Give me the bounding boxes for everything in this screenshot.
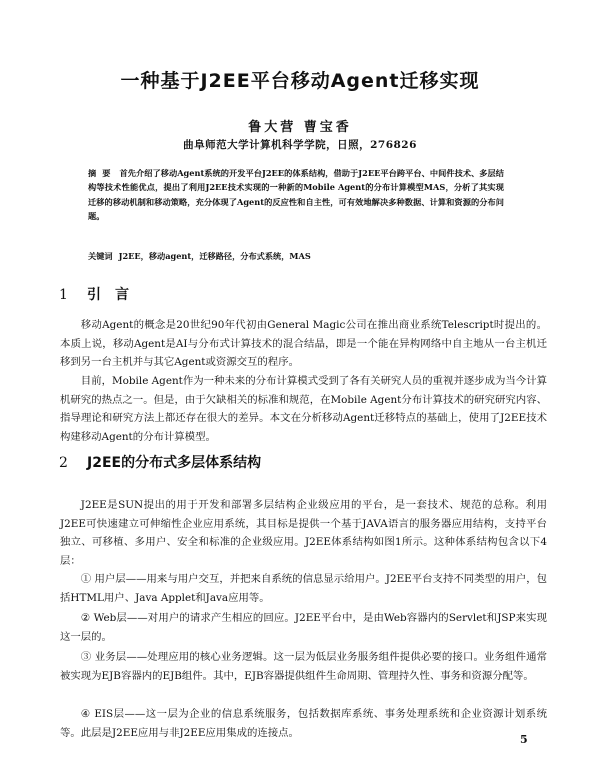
page-number: 5 bbox=[520, 733, 528, 746]
list-item-business-layer: ③ 业务层——处理应用的核心业务逻辑。这一层为低层业务服务组件提供必要的接口。业务组件通常被实现为EJB容器内的EJB组件。其中，EJB容器提供组件生命周期、管理持久性、事务和资源分配等。 bbox=[60, 651, 547, 682]
abstract-label: 摘要 bbox=[88, 168, 117, 178]
affiliation: 曲阜师范大学计算机科学学院，日照，276826 bbox=[183, 139, 417, 151]
keywords bbox=[88, 249, 504, 263]
authors: 鲁大营 曹宝香 bbox=[248, 120, 352, 135]
keywords-text: J2EE，移动agent，迁移路径，分布式系统，MAS bbox=[118, 251, 311, 261]
paper-title: 一种基于J2EE平台移动Agent迁移实现 bbox=[120, 70, 480, 92]
section-2-heading bbox=[59, 452, 261, 472]
section-1-paragraph: 移动Agent的概念是20世纪90年代初由General Magic公司在推出商业系统Telescript时提出的。本质上说，移动Agent是AI与分布式计算技术的混合结晶，即是一个能在异构网络中自主地从一台主机迁移到另一台主机并与其它Agent或资源交互的程序。 bbox=[60, 319, 547, 368]
section-1-number: 1 bbox=[59, 287, 68, 303]
list-item-user-layer: ① 用户层——用来与用户交互，并把来自系统的信息显示给用户。J2EE平台支持不同类型的用户，包括HTML用户、Java Applet和Java应用等。 bbox=[60, 573, 547, 604]
list-item-web-layer: ② Web层——对用户的请求产生相应的回应。J2EE平台中，是由Web容器内的Servlet和JSP来实现这一层的。 bbox=[60, 612, 547, 643]
section-1-title: 引言 bbox=[87, 287, 143, 303]
section-2-number: 2 bbox=[59, 455, 68, 471]
keywords-label: 关键词 bbox=[88, 251, 113, 261]
section-1-paragraph: 目前，Mobile Agent作为一种未来的分布计算模式受到了各有关研究人员的重视并逐步成为当今计算机研究的热点之一。但是，由于欠缺相关的标准和规范，在Mobile Agent分布计算技术的研究研究内容、指导理论和研究方法上都还存在很大的差异。本文在分析移动Agent迁移特点的基础上，使用了J2EE技术构建移动Agent的分布计算模型。 bbox=[60, 375, 547, 443]
section-2-title: J2EE的分布式多层体系结构 bbox=[87, 455, 262, 471]
section-1-heading bbox=[59, 284, 143, 304]
abstract bbox=[88, 166, 504, 224]
abstract-text: 首先介绍了移动Agent系统的开发平台J2EE的体系结构，借助于J2EE平台跨平台、中间件技术、多层结构等技术性能优点，提出了利用J2EE技术实现的一种新的Mobile Agent的分布计算模型MAS，分析了其实现迁移的移动机制和移动策略，充分体现了Agent的反应性和自主性，可有效地解决多种数据、计算和资源的分布问题。 bbox=[88, 168, 504, 222]
section-2-paragraph: J2EE是SUN提出的用于开发和部署多层结构企业级应用的平台，是一套技术、规范的总称。利用J2EE可快速建立可伸缩性企业应用系统，其目标是提供一个基于JAVA语言的服务器应用结构，支持平台独立、可移植、多用户、安全和标准的企业级应用。J2EE体系结构如图1所示。这种体系结构包含以下4层： bbox=[60, 499, 547, 567]
list-item-eis-layer: ④ EIS层——这一层为企业的信息系统服务，包括数据库系统、事务处理系统和企业资源计划系统等。此层是J2EE应用与非J2EE应用集成的连接点。 bbox=[60, 708, 547, 739]
